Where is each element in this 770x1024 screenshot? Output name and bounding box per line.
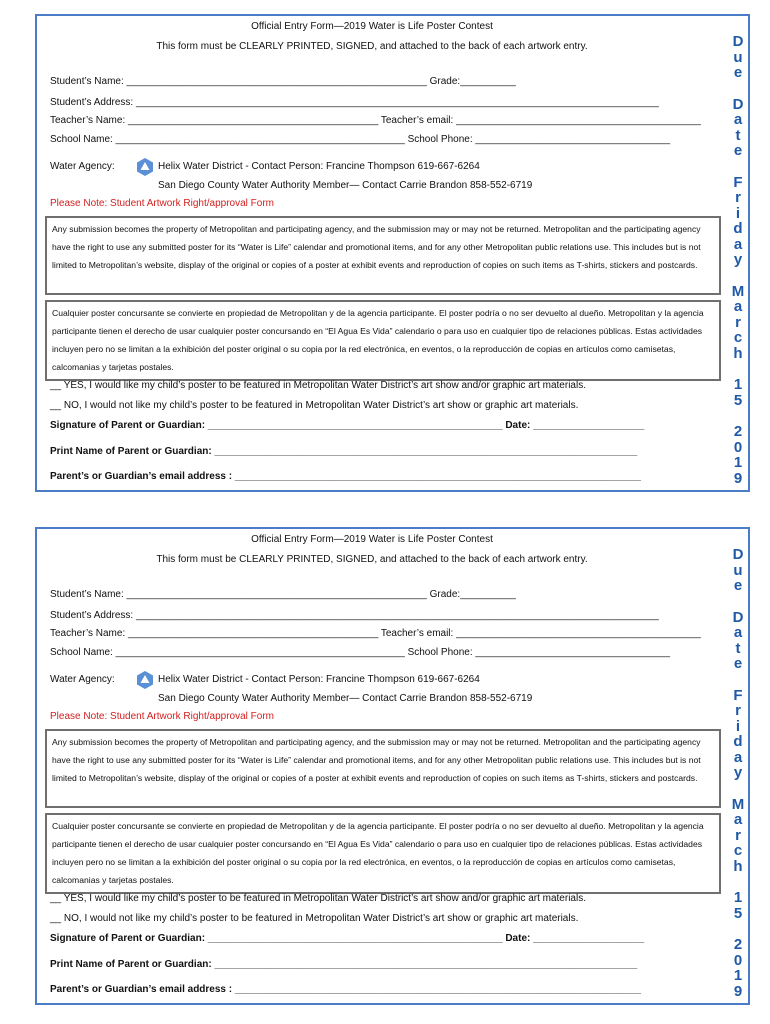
no-option[interactable]: __ NO, I would not like my child’s poster to be featured in Metropolitan Water District’s art show or graphic art materials. xyxy=(50,400,579,411)
email-field[interactable]: Parent’s or Guardian’s email address : _________________________________________________________________________ xyxy=(50,471,641,482)
school-field[interactable]: School Name: ____________________________________________________ School Phone: ___________________________________ xyxy=(50,647,671,658)
spanish-terms-box: Cualquier poster concursante se convierte en propiedad de Metropolitan y de la agencia participante. El poster podría o no ser devuelto al dueño. Metropolitan y la agencia participante tienen el derecho de usar cualquier poster concursando en “El Agua Es Vida” calendario o para uso en cualquier tipo de relaciones públicas. Estas actividades incluyen pero no se limitan a la exhibición del poster original o su copia por la red electrónica, en eventos, o la reproducción de copias en artículos como camisetas, calcomanias y tarjetas postales. xyxy=(45,813,721,894)
form-title: Official Entry Form—2019 Water is Life Poster Contest xyxy=(251,534,493,545)
entry-form-top xyxy=(35,14,750,492)
form-title: Official Entry Form—2019 Water is Life Poster Contest xyxy=(251,21,493,32)
agency-contact-2: San Diego County Water Authority Member— Contact Carrie Brandon 858-552-6719 xyxy=(158,693,533,704)
yes-option[interactable]: __ YES, I would like my child’s poster to be featured in Metropolitan Water District’s art show and/or graphic art materials. xyxy=(50,380,586,391)
teacher-field[interactable]: Teacher’s Name: _____________________________________________ Teacher’s email: ____________________________________________ xyxy=(50,115,701,126)
english-terms-box: Any submission becomes the property of Metropolitan and participating agency, and the submission may or may not be returned. Metropolitan and the participating agency have the right to use any submitted poster for its “Water is Life” calendar and promotional items, and for any other Metropolitan public relations use. This includes but is not limited to Metropolitan’s website, display of the original or copies of a poster at exhibit events and reproduction of copies on such items as T-shirts, stickers and postcards. xyxy=(45,216,721,295)
english-terms-box: Any submission becomes the property of Metropolitan and participating agency, and the submission may or may not be returned. Metropolitan and the participating agency have the right to use any submitted poster for its “Water is Life” calendar and promotional items, and for any other Metropolitan public relations use. This includes but is not limited to Metropolitan’s website, display of the original or copies of a poster at exhibit events and reproduction of copies on such items as T-shirts, stickers and postcards. xyxy=(45,729,721,808)
helix-logo-icon xyxy=(135,157,155,177)
agency-label: Water Agency: xyxy=(50,674,115,685)
print-name-field[interactable]: Print Name of Parent or Guardian: ____________________________________________________________________________ xyxy=(50,446,638,457)
print-name-field[interactable]: Print Name of Parent or Guardian: ____________________________________________________________________________ xyxy=(50,959,638,970)
student-name-field[interactable]: Student’s Name: ______________________________________________________ Grade:__________ xyxy=(50,76,516,87)
no-option[interactable]: __ NO, I would not like my child’s poster to be featured in Metropolitan Water District’s art show or graphic art materials. xyxy=(50,913,579,924)
student-address-field[interactable]: Student’s Address: ______________________________________________________________________________________________ xyxy=(50,610,659,621)
signature-field[interactable]: Signature of Parent or Guardian: _____________________________________________________ Date: ____________________ xyxy=(50,933,645,944)
agency-contact-1: Helix Water District - Contact Person: Francine Thompson 619-667-6264 xyxy=(158,674,480,685)
school-field[interactable]: School Name: ____________________________________________________ School Phone: ___________________________________ xyxy=(50,134,671,145)
due-date-vertical: D u e D a t e F r i d a y M a r c h 1 5 2 0 1 9 xyxy=(731,33,745,487)
student-address-field[interactable]: Student’s Address: ______________________________________________________________________________________________ xyxy=(50,97,659,108)
student-name-field[interactable]: Student’s Name: ______________________________________________________ Grade:__________ xyxy=(50,589,516,600)
signature-field[interactable]: Signature of Parent or Guardian: _____________________________________________________ Date: ____________________ xyxy=(50,420,645,431)
approval-note: Please Note: Student Artwork Right/approval Form xyxy=(50,198,274,209)
helix-logo-icon xyxy=(135,670,155,690)
approval-note: Please Note: Student Artwork Right/approval Form xyxy=(50,711,274,722)
email-field[interactable]: Parent’s or Guardian’s email address : _________________________________________________________________________ xyxy=(50,984,641,995)
form-subtitle: This form must be CLEARLY PRINTED, SIGNED, and attached to the back of each artwork entry. xyxy=(156,41,588,52)
agency-contact-1: Helix Water District - Contact Person: Francine Thompson 619-667-6264 xyxy=(158,161,480,172)
form-subtitle: This form must be CLEARLY PRINTED, SIGNED, and attached to the back of each artwork entry. xyxy=(156,554,588,565)
agency-label: Water Agency: xyxy=(50,161,115,172)
spanish-terms-box: Cualquier poster concursante se convierte en propiedad de Metropolitan y de la agencia participante. El poster podría o no ser devuelto al dueño. Metropolitan y la agencia participante tienen el derecho de usar cualquier poster concursando en “El Agua Es Vida” calendario o para uso en cualquier tipo de relaciones públicas. Estas actividades incluyen pero no se limitan a la exhibición del poster original o su copia por la red electrónica, en eventos, o la reproducción de copias en artículos como camisetas, calcomanias y tarjetas postales. xyxy=(45,300,721,381)
yes-option[interactable]: __ YES, I would like my child’s poster to be featured in Metropolitan Water District’s art show and/or graphic art materials. xyxy=(50,893,586,904)
due-date-vertical: D u e D a t e F r i d a y M a r c h 1 5 2 0 1 9 xyxy=(731,546,745,1000)
entry-form-bottom xyxy=(35,527,750,1005)
agency-contact-2: San Diego County Water Authority Member— Contact Carrie Brandon 858-552-6719 xyxy=(158,180,533,191)
teacher-field[interactable]: Teacher’s Name: _____________________________________________ Teacher’s email: ____________________________________________ xyxy=(50,628,701,639)
